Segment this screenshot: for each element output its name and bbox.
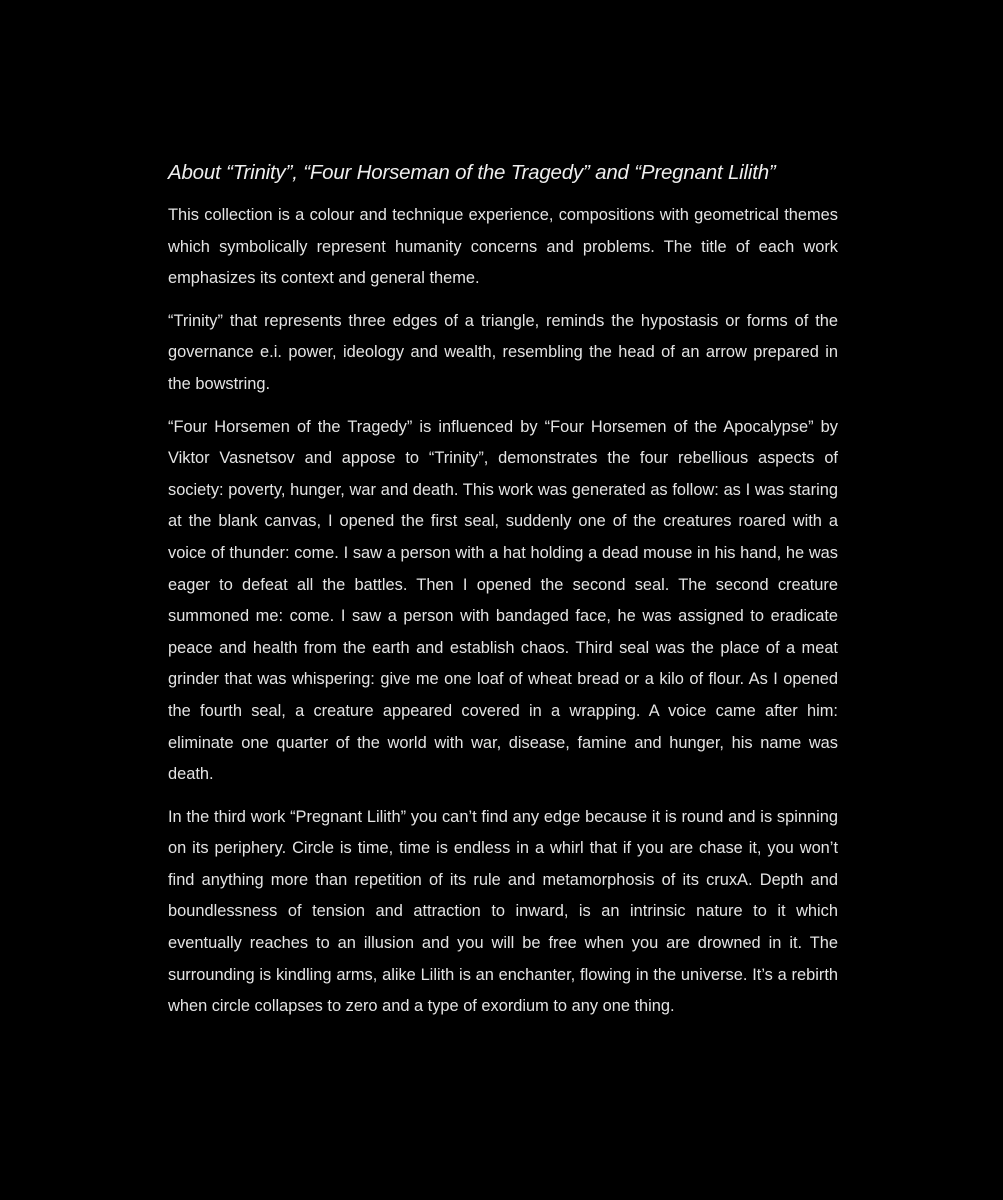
paragraph-intro: This collection is a colour and technique experience, compositions with geometrical themes which symbolically represent humanity concerns and problems. The title of each work emphasizes its context and general theme. <box>168 206 838 288</box>
paragraph-trinity: “Trinity” that represents three edges of a triangle, reminds the hypostasis or forms of the governance e.i. power, ideology and wealth, resembling the head of an arrow prepared in the bowstring. <box>168 311 838 393</box>
article <box>168 158 838 1034</box>
article-title: About “Trinity”, “Four Horseman of the Tragedy” and “Pregnant Lilith” <box>168 161 776 184</box>
paragraph-four-horsemen: “Four Horsemen of the Tragedy” is influenced by “Four Horsemen of the Apocalypse” by Viktor Vasnetsov and appose to “Trinity”, demonstrates the four rebellious aspects of society: poverty, hunger, war and death. This work was generated as follow: as I was staring at the blank canvas, I opened the first seal, suddenly one of the creatures roared with a voice of thunder: come. I saw a person with a hat holding a dead mouse in his hand, he was eager to defeat all the battles. Then I opened the second seal. The second creature summoned me: come. I saw a person with bandaged face, he was assigned to eradicate peace and health from the earth and establish chaos. Third seal was the place of a meat grinder that was whispering: give me one loaf of wheat bread or a kilo of flour. As I opened the fourth seal, a creature appeared covered in a wrapping. A voice came after him: eliminate one quarter of the world with war, disease, famine and hunger, his name was death. <box>168 417 838 784</box>
paragraph-pregnant-lilith: In the third work “Pregnant Lilith” you can’t find any edge because it is round and is spinning on its periphery. Circle is time, time is endless in a whirl that if you are chase it, you won’t find anything more than repetition of its rule and metamorphosis of its cruxA. Depth and boundlessness of tension and attraction to inward, is an intrinsic nature to it which eventually reaches to an illusion and you will be free when you are drowned in it. The surrounding is kindling arms, alike Lilith is an enchanter, flowing in the universe. It’s a rebirth when circle collapses to zero and a type of exordium to any one thing. <box>168 807 838 1016</box>
